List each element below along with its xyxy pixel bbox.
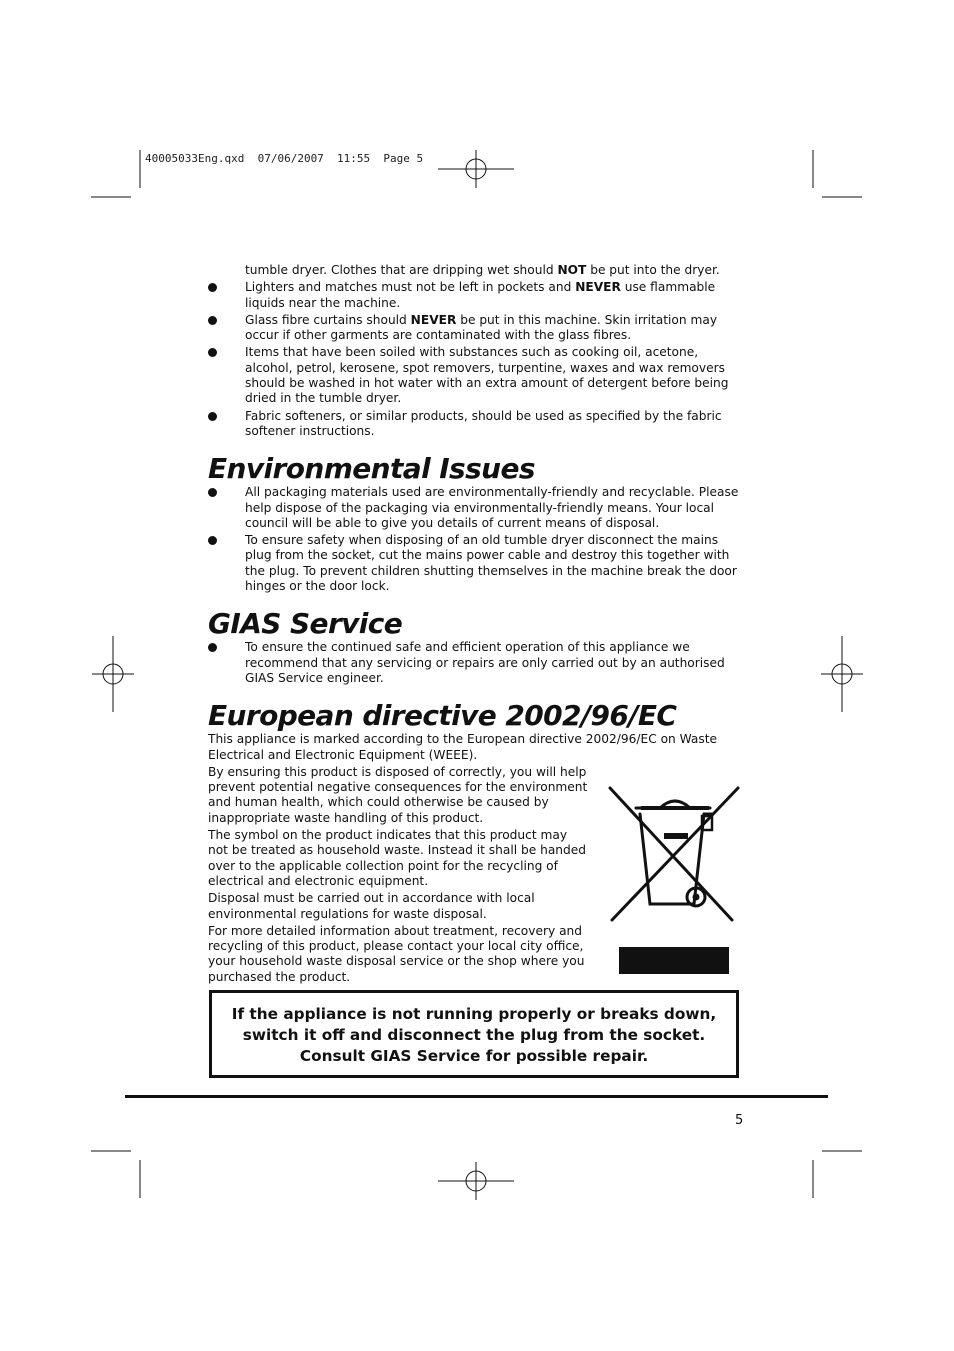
bullet-text: All packaging materials used are environmentally-friendly and recyclable. Please help dispose of the packaging via environmentally-friendly means. Your local council will be able to give you details of current means of disposal. (245, 485, 739, 530)
bullet-dot-icon (208, 412, 217, 421)
bullet-item (208, 409, 748, 440)
bullet-dot-icon (208, 536, 217, 545)
warning-line: Consult GIAS Service for possible repair. (299, 1047, 649, 1065)
bullet-item (208, 313, 748, 344)
page-number: 5 (735, 1113, 744, 1128)
directive-paragraph: The symbol on the product indicates that this product may not be treated as household waste. Instead it shall be handed over to the applicable collection point for the recycling of electrical and electronic equipment. (208, 828, 586, 888)
printer-slug: 40005033Eng.qxd 07/06/2007 11:55 Page 5 (145, 152, 424, 165)
directive-body (208, 732, 748, 985)
bullet-item (208, 533, 748, 594)
bullet-text: To ensure the continued safe and efficient operation of this appliance we recommend that any servicing or repairs are only carried out by an authorised GIAS Service engineer. (245, 640, 725, 685)
directive-paragraph: By ensuring this product is disposed of correctly, you will help prevent potential negative consequences for the environment and human health, which could otherwise be caused by inappropriate waste handling of this product. (208, 764, 588, 825)
bullet-item (208, 280, 748, 311)
registration-mark-left (92, 636, 134, 712)
service-bullet-list (208, 640, 748, 686)
bullet-dot-icon (208, 643, 217, 652)
environmental-bullet-list (208, 485, 748, 594)
bullet-dot-icon (208, 316, 217, 325)
warning-line: If the appliance is not running properly or breaks down, (231, 1005, 717, 1023)
registration-mark-top (438, 150, 514, 188)
bullet-text: Lighters and matches must not be left in pockets and NEVER use flammable liquids near the machine. (245, 280, 716, 310)
bullet-text: Fabric softeners, or similar products, should be used as specified by the fabric softener instructions. (245, 408, 722, 438)
registration-mark-right (821, 636, 863, 712)
service-heading: GIAS Service (208, 607, 403, 641)
bullet-item (208, 640, 748, 686)
footer-rule (125, 1095, 828, 1098)
environmental-heading: Environmental Issues (208, 452, 535, 486)
page-content (208, 263, 748, 987)
warning-line: switch it off and disconnect the plug from the socket. (242, 1026, 706, 1044)
directive-paragraph: Disposal must be carried out in accordance with local environmental regulations for waste disposal. (208, 891, 535, 921)
bullet-text: Glass fibre curtains should NEVER be put in this machine. Skin irritation may occur if other garments are contaminated with the glass fibres. (245, 312, 718, 343)
bullet-item (208, 485, 748, 531)
directive-intro: This appliance is marked according to the European directive 2002/96/EC on Waste Electrical and Electronic Equipment (WEEE). (208, 732, 717, 762)
bullet-text: To ensure safety when disposing of an old tumble dryer disconnect the mains plug from the socket, cut the mains power cable and destroy this together with the plug. To prevent children shutting themselves in the machine break the door hinges or the door lock. (245, 533, 737, 594)
crossed-out-wheelie-bin-icon (606, 784, 742, 924)
continued-paragraph: tumble dryer. Clothes that are dripping wet should NOT be put into the dryer. (245, 263, 720, 277)
bullet-item (208, 345, 748, 406)
directive-heading: European directive 2002/96/EC (208, 699, 677, 733)
warning-box (209, 990, 739, 1078)
weee-solid-bar (619, 947, 729, 974)
emphasis-text: NEVER (575, 280, 621, 295)
emphasis-text: NEVER (410, 312, 457, 327)
bullet-dot-icon (208, 488, 217, 497)
safety-bullet-list (208, 280, 748, 439)
emphasis-text: NOT (557, 263, 587, 277)
registration-mark-bottom (438, 1162, 514, 1200)
bullet-dot-icon (208, 283, 217, 292)
bullet-dot-icon (208, 348, 217, 357)
bullet-text: Items that have been soiled with substances such as cooking oil, acetone, alcohol, petrol, kerosene, spot removers, turpentine, waxes and wax removers should be washed in hot water with an extra amount of detergent before being dried in the tumble dryer. (245, 345, 729, 406)
directive-paragraph: For more detailed information about treatment, recovery and recycling of this product, please contact your local city office, your household waste disposal service or the shop where you purchased the product. (208, 923, 585, 984)
